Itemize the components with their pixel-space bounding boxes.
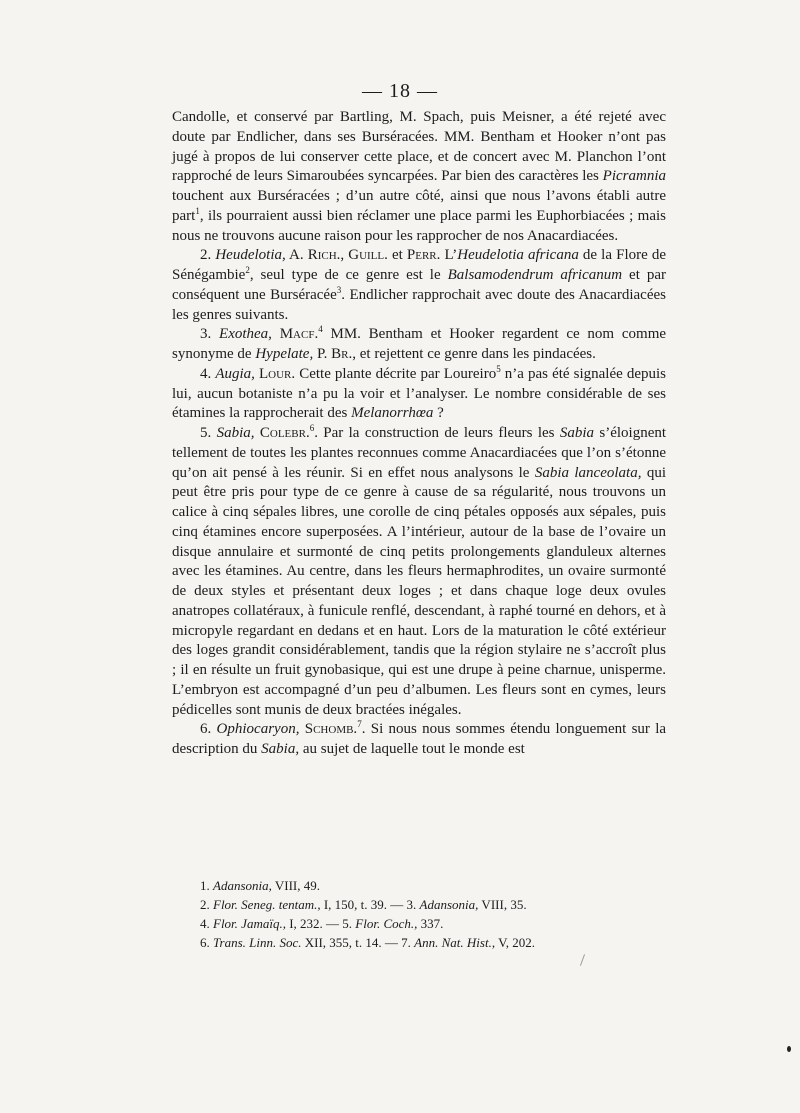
text-run: Candolle, et conservé par Bartling, M. Spach, puis Meisner, a été rejeté avec doute par Endlicher, dans ses Burséracées. MM. Bentham et Hooker n’ont pas jugé à propos de lui conserver cette place, et de concert avec M. Planchon l’ont rapproché de leurs Simaroubées syncarpées. Par bien des caractères les: [172, 109, 666, 185]
text-run: 6.: [200, 721, 217, 738]
text-run: P.: [313, 346, 332, 362]
author-abbrev: Perr.: [406, 247, 441, 264]
italic-text: Flor. Coch.,: [355, 916, 418, 931]
text-run: VIII, 35.: [478, 897, 527, 912]
italic-text: Sabia lanceolata,: [534, 464, 642, 481]
text-run: 3.: [200, 326, 220, 343]
text-run: [272, 326, 280, 342]
text-run: touchent aux Burséracées ; d’un autre côté, ainsi que nous l’avons établi autre part: [172, 188, 666, 224]
text-run: 2.: [200, 897, 213, 912]
text-run: 6.: [200, 935, 213, 950]
text-run: XII, 355, t. 14. — 7.: [301, 935, 415, 950]
footnote-ref: 2: [245, 265, 250, 275]
italic-text: Flor. Seneg. tentam.,: [213, 897, 321, 912]
paragraph: [172, 325, 666, 365]
text-run: 5.: [200, 425, 217, 441]
text-run: et par conséquent une Burséracée: [172, 267, 666, 303]
italic-text: Sabia,: [261, 741, 300, 757]
paragraph: [172, 246, 666, 325]
text-run: qui peut être pris pour type de ce genre à cause de sa régularité, nous trouvons un calice à cinq sépales libres, une corolle de cinq pétales opposés aux sépales, puis cinq étamines encore superposées. A l’intérieur, autour de la base de l’ovaire un disque annulaire et surmonté de cinq petits prolongements glanduleux alternes avec les étamines. Au centre, dans les fleurs hermaphrodites, un ovaire surmonté de deux styles et présentant deux loges ; et dans chaque loge deux ovules anatropes collatéraux, à funicule renflé, descendant, à raphé tourné en dehors, et à micropyle regardant en dedans et en haut. Lors de la maturation le côté extérieur des loges grandit considérablement, tandis que la région stylaire ne s’accroît plus ; il en résulte un fruit gynobasique, qui est une drupe à peine charnue, unisperme. L’embryon est accompagné d’un peu d’albumen. Les fleurs sont en cymes, leurs pédicelles sont munis de deux bractées inégales.: [172, 464, 666, 718]
author-abbrev: Rich.,: [307, 247, 345, 264]
text-run: 1.: [200, 878, 213, 893]
text-run: au sujet de laquelle tout le monde est: [299, 741, 525, 757]
ink-speck: [787, 1046, 791, 1052]
author-abbrev: Lour.: [259, 365, 296, 382]
text-run: et rejettent ce genre dans les pindacées.: [356, 346, 596, 362]
italic-text: Balsamodendrum africanum: [447, 267, 623, 283]
italic-text: Ophiocaryon,: [216, 721, 300, 738]
text-run: . Si nous nous sommes étendu longuement sur la description du: [172, 721, 667, 757]
text-run: VIII, 49.: [271, 878, 321, 893]
text-run: A.: [285, 247, 308, 264]
italic-text: Heudelotia,: [215, 247, 286, 264]
text-run: 337.: [417, 916, 444, 931]
footnote: [200, 914, 660, 933]
italic-text: Heudelotia africana: [457, 247, 579, 264]
text-run: 4.: [200, 916, 213, 931]
text-run: . Endlicher rapprochait avec doute des Anacardiacées les genres suivants.: [172, 286, 666, 323]
italic-text: Augia,: [215, 365, 255, 382]
text-run: ?: [433, 405, 444, 422]
text-run: 4.: [200, 365, 216, 382]
italic-text: Adansonia,: [419, 897, 479, 912]
footnote: [200, 933, 660, 952]
text-run: MM. Bentham et Hooker regardent ce nom comme synonyme de: [172, 326, 667, 362]
author-abbrev: Colebr.: [259, 425, 310, 441]
text-run: et: [387, 247, 407, 264]
text-run: , ils pourraient aussi bien réclamer une place parmi les Euphorbiacées ; mais nous ne trouvons aucune raison pour les rapprocher de nos Anacardiacées.: [172, 207, 666, 244]
footnote-ref: 6: [309, 423, 315, 433]
text-run: Cette plante décrite par Loureiro: [295, 365, 497, 382]
italic-text: Sabia: [559, 425, 595, 441]
text-run: V, 202.: [495, 935, 536, 950]
text-run: I, 150, t. 39. — 3.: [320, 897, 420, 912]
italic-text: Melanorrhœa: [351, 405, 434, 422]
text-run: 2.: [200, 247, 216, 264]
page-number: — 18 —: [362, 80, 438, 102]
italic-text: Flor. Jamaïq.,: [213, 916, 286, 931]
author-abbrev: Guill.: [348, 247, 388, 264]
paragraph: [172, 365, 666, 424]
author-abbrev: Macf.: [279, 326, 319, 343]
paragraph: [172, 108, 666, 246]
footnotes: [200, 876, 660, 952]
text-run: n’a pas été signalée depuis lui, aucun botaniste n’a pu la voir et l’analyser. Le nombre considérable de ses étamines la rapprocherait des: [172, 365, 667, 422]
footnote-ref: 7: [357, 719, 362, 730]
italic-text: Adansonia,: [213, 878, 272, 893]
footnote-ref: 4: [318, 324, 323, 335]
text-run: L’: [440, 247, 458, 264]
footnote-ref: 3: [336, 284, 342, 295]
text-run: . Par la construction de leurs fleurs les: [314, 425, 560, 441]
italic-text: Ann. Nat. Hist.,: [414, 935, 496, 950]
italic-text: Hypelate,: [255, 346, 314, 362]
text-run: , seul type de ce genre est le: [249, 267, 448, 283]
author-abbrev: Br.,: [331, 346, 356, 362]
italic-text: Trans. Linn. Soc.: [213, 935, 302, 950]
paragraph: [172, 720, 666, 760]
pencil-mark: [580, 954, 585, 966]
text-run: s’éloignent tellement de toutes les plantes reconnues comme Anacardiacées que l’on s’étonne qu’on ait pensé à les réunir. Si en effet nous analysons le: [172, 425, 667, 481]
footnote: [200, 876, 660, 895]
text-run: de la Flore de Sénégambie: [172, 247, 667, 283]
author-abbrev: Schomb.: [304, 721, 358, 738]
italic-text: Picramnia: [602, 168, 666, 185]
main-text: [172, 108, 666, 760]
footnote-ref: 1: [195, 205, 200, 216]
footnote: [200, 895, 660, 914]
text-run: I, 232. — 5.: [285, 916, 356, 931]
footnote-ref: 5: [496, 363, 501, 374]
italic-text: Exothea,: [219, 326, 272, 343]
italic-text: Sabia,: [216, 425, 255, 441]
paragraph: [172, 424, 666, 720]
